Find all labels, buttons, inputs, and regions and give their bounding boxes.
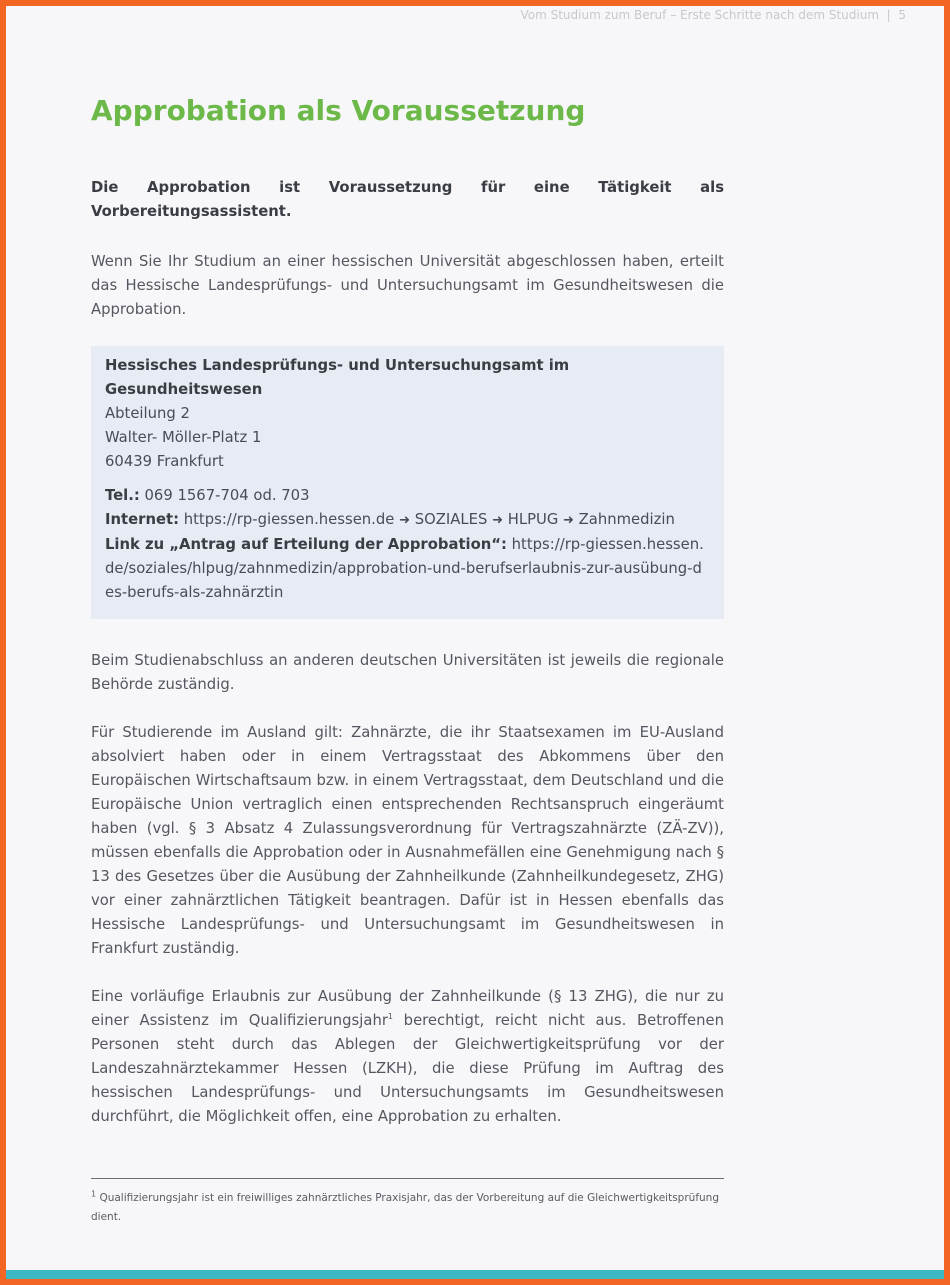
contact-infobox bbox=[91, 346, 724, 619]
temporary-permit-paragraph bbox=[91, 985, 724, 1129]
link-label: Link zu „Antrag auf Erteilung der Approbation“: bbox=[105, 536, 507, 553]
path-hlpug: HLPUG bbox=[507, 511, 559, 528]
running-title: Vom Studium zum Beruf – Erste Schritte nach dem Studium bbox=[520, 8, 880, 22]
footnote-marker: 1 bbox=[91, 1189, 97, 1199]
internet-url[interactable]: https://rp-giessen.hessen.de bbox=[183, 511, 395, 528]
regional-paragraph: Beim Studienabschluss an anderen deutschen Universitäten ist jeweils die regionale Behörde zuständig. bbox=[91, 652, 724, 693]
infobox-link bbox=[105, 533, 710, 605]
path-soziales: SOZIALES bbox=[414, 511, 488, 528]
lead-paragraph: Die Approbation ist Voraussetzung für eine Tätigkeit als Vorbereitungsassistent. bbox=[91, 179, 724, 220]
header-separator: | bbox=[886, 8, 891, 22]
footnote-ref[interactable]: 1 bbox=[387, 1012, 394, 1022]
internet-label: Internet: bbox=[105, 511, 180, 528]
infobox-street: Walter- Möller-Platz 1 bbox=[105, 429, 262, 446]
bottom-stripe bbox=[6, 1270, 944, 1279]
infobox-org: Hessisches Landesprüfungs- und Untersuchungsamt im Gesundheitswesen bbox=[105, 357, 570, 398]
abroad-paragraph: Für Studierende im Ausland gilt: Zahnärzte, die ihr Staatsexamen im EU-Ausland absolviert haben oder in einem Vertragsstaat des Abkommens über den Europäischen Wirtschaftsaum bzw. in einem Vertragsstaat, dem Deutschland und die Europäische Union vertraglich einen entsprechenden Rechtsanspruch eingeräumt haben (vgl. § 3 Absatz 4 Zulassungsverordnung für Vertragszahnärzte (ZÄ-ZV)), müssen ebenfalls die Approbation oder in Ausnahmefällen eine Genehmigung nach § 13 des Gesetzes über die Ausübung der Zahnheilkunde (Zahnheilkundegesetz, ZHG) vor einer zahnärztlichen Tätigkeit beantragen. Dafür ist in Hessen ebenfalls das Hessische Landesprüfungs- und Untersuchungsamt im Gesundheitswesen in Frankfurt zuständig. bbox=[91, 724, 724, 957]
infobox-internet bbox=[105, 508, 710, 533]
arrow-right-icon: ➜ bbox=[563, 513, 574, 528]
running-header bbox=[486, 8, 906, 22]
path-zahnmedizin: Zahnmedizin bbox=[578, 511, 675, 528]
footnote-text: Qualifizierungsjahr ist ein freiwilliges zahnärztliches Praxisjahr, das der Vorbereitung auf die Gleichwertigkeitsprüfung dient. bbox=[91, 1192, 719, 1223]
approbation-link[interactable]: https://rp-giessen.hessen.de/soziales/hlpug/zahnmedizin/approbation-und-berufserlaubnis-zur-ausübung-des-berufs-als-zahnärztin bbox=[105, 536, 704, 601]
arrow-right-icon: ➜ bbox=[399, 513, 411, 528]
arrow-right-icon: ➜ bbox=[492, 513, 504, 528]
main-content bbox=[91, 176, 724, 1153]
temp-text-1: Eine vorläufige Erlaubnis zur Ausübung der Zahnheilkunde (§ 13 ZHG), die nur zu einer Assistenz im Qualifizierungsjahr bbox=[91, 988, 724, 1029]
page-title: Approbation als Voraussetzung bbox=[91, 94, 586, 127]
page-number: 5 bbox=[898, 8, 906, 22]
intro-paragraph: Wenn Sie Ihr Studium an einer hessischen Universität abgeschlossen haben, erteilt das Hessische Landesprüfungs- und Untersuchungsamt im Gesundheitswesen die Approbation. bbox=[91, 253, 724, 318]
tel-value: 069 1567-704 od. 703 bbox=[144, 487, 310, 504]
infobox-tel bbox=[105, 484, 710, 508]
footnote-divider bbox=[91, 1178, 724, 1179]
infobox-city: 60439 Frankfurt bbox=[105, 453, 224, 470]
infobox-dept: Abteilung 2 bbox=[105, 405, 190, 422]
tel-label: Tel.: bbox=[105, 487, 140, 504]
footnote bbox=[91, 1189, 724, 1227]
temp-text-2: berechtigt, reicht nicht aus. Betroffenen Personen steht durch das Ablegen der Gleichwertigkeitsprüfung vor der Landeszahnärztekammer Hessen (LZKH), die diese Prüfung im Auftrag des hessischen Landesprüfungs- und Untersuchungsamts im Gesundheitswesen durchführt, die Möglichkeit offen, eine Approbation zu erhalten. bbox=[91, 1012, 724, 1125]
